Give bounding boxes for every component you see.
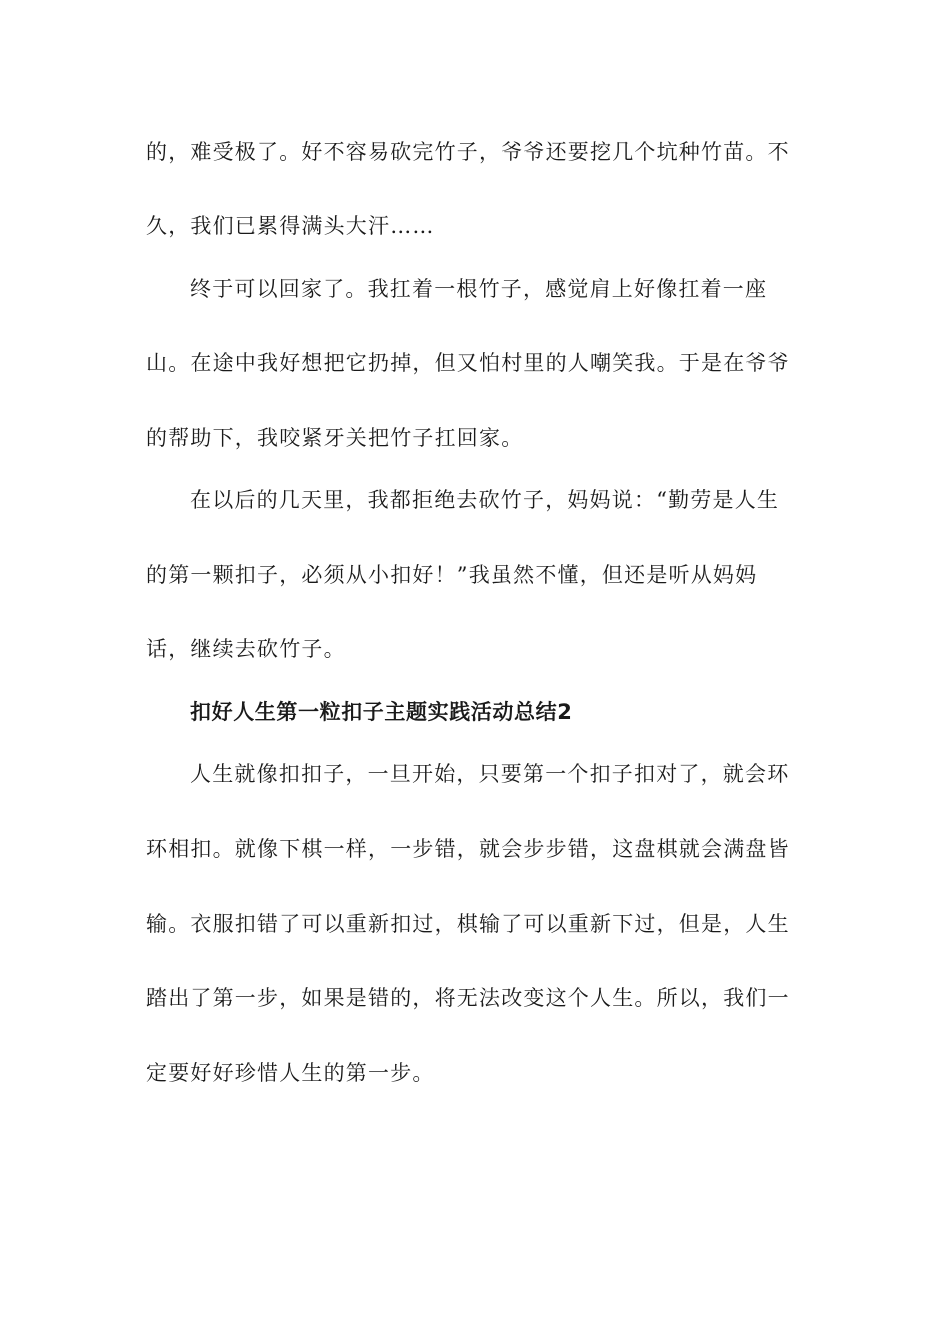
paragraph-2-line-2: 山。在途中我好想把它扔掉，但又怕村里的人嘲笑我。于是在爷爷 <box>146 351 790 375</box>
section-heading: 扣好人生第一粒扣子主题实践活动总结2 <box>190 700 573 724</box>
section-paragraph-line-1: 人生就像扣扣子，一旦开始，只要第一个扣子扣对了，就会环 <box>190 762 790 786</box>
paragraph-2-line-3: 的帮助下，我咬紧牙关把竹子扛回家。 <box>146 426 524 450</box>
paragraph-3-line-2: 的第一颗扣子，必须从小扣好！”我虽然不懂，但还是听从妈妈 <box>146 563 758 587</box>
section-paragraph-line-4: 踏出了第一步，如果是错的，将无法改变这个人生。所以，我们一 <box>146 986 790 1010</box>
paragraph-1-line-2: 久，我们已累得满头大汗…… <box>146 214 435 238</box>
section-paragraph-line-2: 环相扣。就像下棋一样，一步错，就会步步错，这盘棋就会满盘皆 <box>146 837 790 861</box>
section-paragraph-line-3: 输。衣服扣错了可以重新扣过，棋输了可以重新下过，但是，人生 <box>146 912 790 936</box>
paragraph-3-line-3: 话，继续去砍竹子。 <box>146 637 346 661</box>
paragraph-1-line-1: 的，难受极了。好不容易砍完竹子，爷爷还要挖几个坑种竹苗。不 <box>146 140 790 164</box>
section-paragraph-line-5: 定要好好珍惜人生的第一步。 <box>146 1061 435 1085</box>
paragraph-2-line-1: 终于可以回家了。我扛着一根竹子，感觉肩上好像扛着一座 <box>190 277 768 301</box>
paragraph-3-line-1: 在以后的几天里，我都拒绝去砍竹子，妈妈说：“勤劳是人生 <box>190 488 780 512</box>
